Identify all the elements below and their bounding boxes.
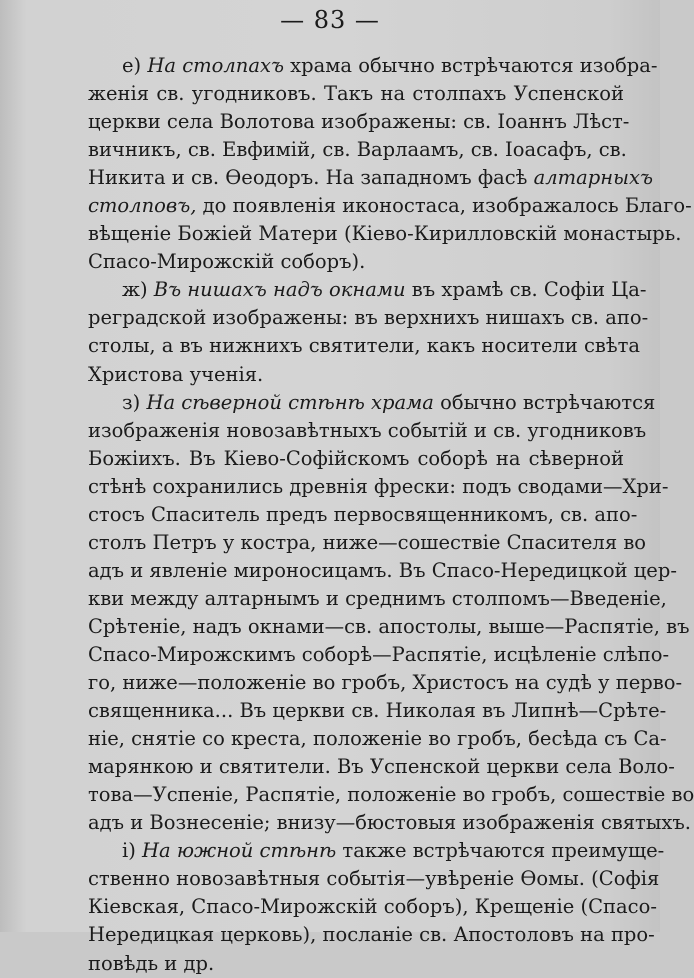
text-line — [88, 445, 624, 473]
text-segment: Божіихъ. Въ Кіево-Софійскомъ соборѣ на сѣверной — [88, 446, 624, 470]
text-segment: стѣнѣ сохранились древнія фрески: подъ сводами—Хри- — [88, 474, 669, 498]
text-line — [88, 893, 657, 921]
text-segment: ніе, снятіе со креста, положеніе во гробъ, бесѣда съ Са- — [88, 727, 667, 751]
text-line — [88, 753, 675, 781]
text-segment: обычно встрѣчаются — [433, 390, 656, 414]
text-segment: адъ и Вознесеніе; внизу—бюстовыя изображенія святыхъ. — [88, 811, 691, 835]
text-segment: столъ Петръ у костра, ниже—сошествіе Спасителя во — [88, 530, 647, 554]
text-segment: з) — [122, 390, 147, 414]
text-line — [88, 837, 665, 865]
text-line — [88, 52, 658, 80]
text-line — [88, 557, 677, 585]
text-segment: Кіевская, Спасо-Мирожскій соборъ), Крещеніе (Спасо- — [88, 895, 657, 919]
text-line — [88, 304, 649, 332]
text-segment: го, ниже—положеніе во гробъ, Христосъ на судѣ у перво- — [88, 671, 683, 695]
text-line — [88, 585, 667, 613]
text-line — [88, 332, 641, 360]
text-line — [88, 950, 624, 978]
text-line — [88, 865, 660, 893]
text-segment: кви между алтарнымъ и среднимъ столпомъ—Введеніе, — [88, 586, 667, 610]
text-line — [88, 641, 670, 669]
page-number: — 83 — — [280, 6, 380, 34]
text-line — [88, 417, 647, 445]
text-line — [88, 809, 691, 837]
paragraph-i — [88, 837, 665, 977]
text-segment: реградской изображены: въ верхнихъ нишахъ св. апо- — [88, 306, 649, 330]
text-line — [88, 781, 694, 809]
italic-text: На южной стѣнѣ — [142, 839, 337, 863]
text-line — [88, 669, 683, 697]
text-segment: Никита и св. Ѳеодоръ. На западномъ фасѣ — [88, 166, 534, 190]
text-segment: церкви села Волотова изображены: св. Іоаннъ Лѣст- — [88, 110, 630, 134]
text-segment: въ храмѣ св. Софіи Ца- — [405, 278, 647, 302]
text-line — [88, 529, 647, 557]
italic-text: Въ нишахъ надъ окнами — [153, 278, 406, 302]
text-segment: ственно новозавѣтныя событія—увѣреніе Ѳомы. (Софія — [88, 867, 660, 891]
text-line — [88, 164, 653, 192]
text-segment: е) — [122, 54, 148, 77]
text-line — [88, 248, 624, 276]
text-line — [88, 361, 624, 389]
text-segment: Христова ученія. — [88, 362, 264, 386]
text-segment: і) — [122, 839, 143, 863]
paragraph-zh — [88, 276, 649, 388]
text-line — [88, 613, 690, 641]
text-segment: Нередицкая церковь), посланіе св. Апостоловъ на про- — [88, 923, 655, 947]
italic-text: алтарныхъ — [533, 166, 653, 190]
text-segment: марянкою и святители. Въ Успенской церкви села Воло- — [88, 755, 675, 779]
text-line — [88, 220, 682, 248]
text-segment: храма обычно встрѣчаются изобра- — [283, 54, 658, 77]
text-line — [88, 136, 627, 164]
paragraph-e — [88, 52, 692, 276]
italic-text: столповъ, — [88, 194, 197, 218]
text-line — [88, 192, 692, 220]
text-segment: Спасо-Мирожскій соборъ). — [88, 250, 366, 274]
text-segment: священника... Въ церкви св. Николая въ Липнѣ—Срѣте- — [88, 699, 667, 723]
italic-text: На столпахъ — [147, 54, 284, 77]
text-segment: ж) — [122, 278, 154, 302]
text-segment: до появленія иконостаса, изображалось Благо- — [196, 194, 692, 218]
text-segment: стосъ Спаситель предъ первосвященникомъ, св. апо- — [88, 502, 638, 526]
text-segment: повѣдь и др. — [88, 951, 215, 975]
text-segment: изображенія новозавѣтныхъ событій и св. угодниковъ — [88, 418, 647, 442]
text-line — [88, 921, 655, 949]
text-segment: вѣщеніе Божіей Матери (Кіево-Кирилловскій монастырь. — [88, 222, 682, 246]
text-body — [88, 52, 694, 978]
text-line — [88, 276, 647, 304]
text-segment: также встрѣчаются преимуще- — [336, 839, 665, 863]
text-line — [88, 501, 638, 529]
text-line — [88, 80, 624, 108]
text-segment: столы, а въ нижнихъ святители, какъ носители свѣта — [88, 334, 641, 358]
text-line — [88, 697, 667, 725]
text-segment: женія св. угодниковъ. Такъ на столпахъ Успенской — [88, 82, 624, 106]
text-segment: Спасо-Мирожскимъ соборѣ—Распятіе, исцѣленіе слѣпо- — [88, 642, 670, 666]
text-segment: вичникъ, св. Евфимій, св. Варлаамъ, св. Іоасафъ, св. — [88, 138, 627, 162]
text-segment: адъ и явленіе мироносицамъ. Въ Спасо-Нередицкой цер- — [88, 558, 677, 582]
text-segment: Срѣтеніе, надъ окнами—св. апостолы, выше—Распятіе, въ — [88, 614, 690, 638]
italic-text: На сѣверной стѣнѣ храма — [146, 390, 434, 414]
text-segment: това—Успеніе, Распятіе, положеніе во гробъ, сошествіе во — [88, 783, 694, 807]
text-line — [88, 389, 656, 417]
paragraph-z — [88, 389, 694, 838]
text-line — [88, 725, 667, 753]
text-line — [88, 473, 669, 501]
text-line — [88, 108, 630, 136]
